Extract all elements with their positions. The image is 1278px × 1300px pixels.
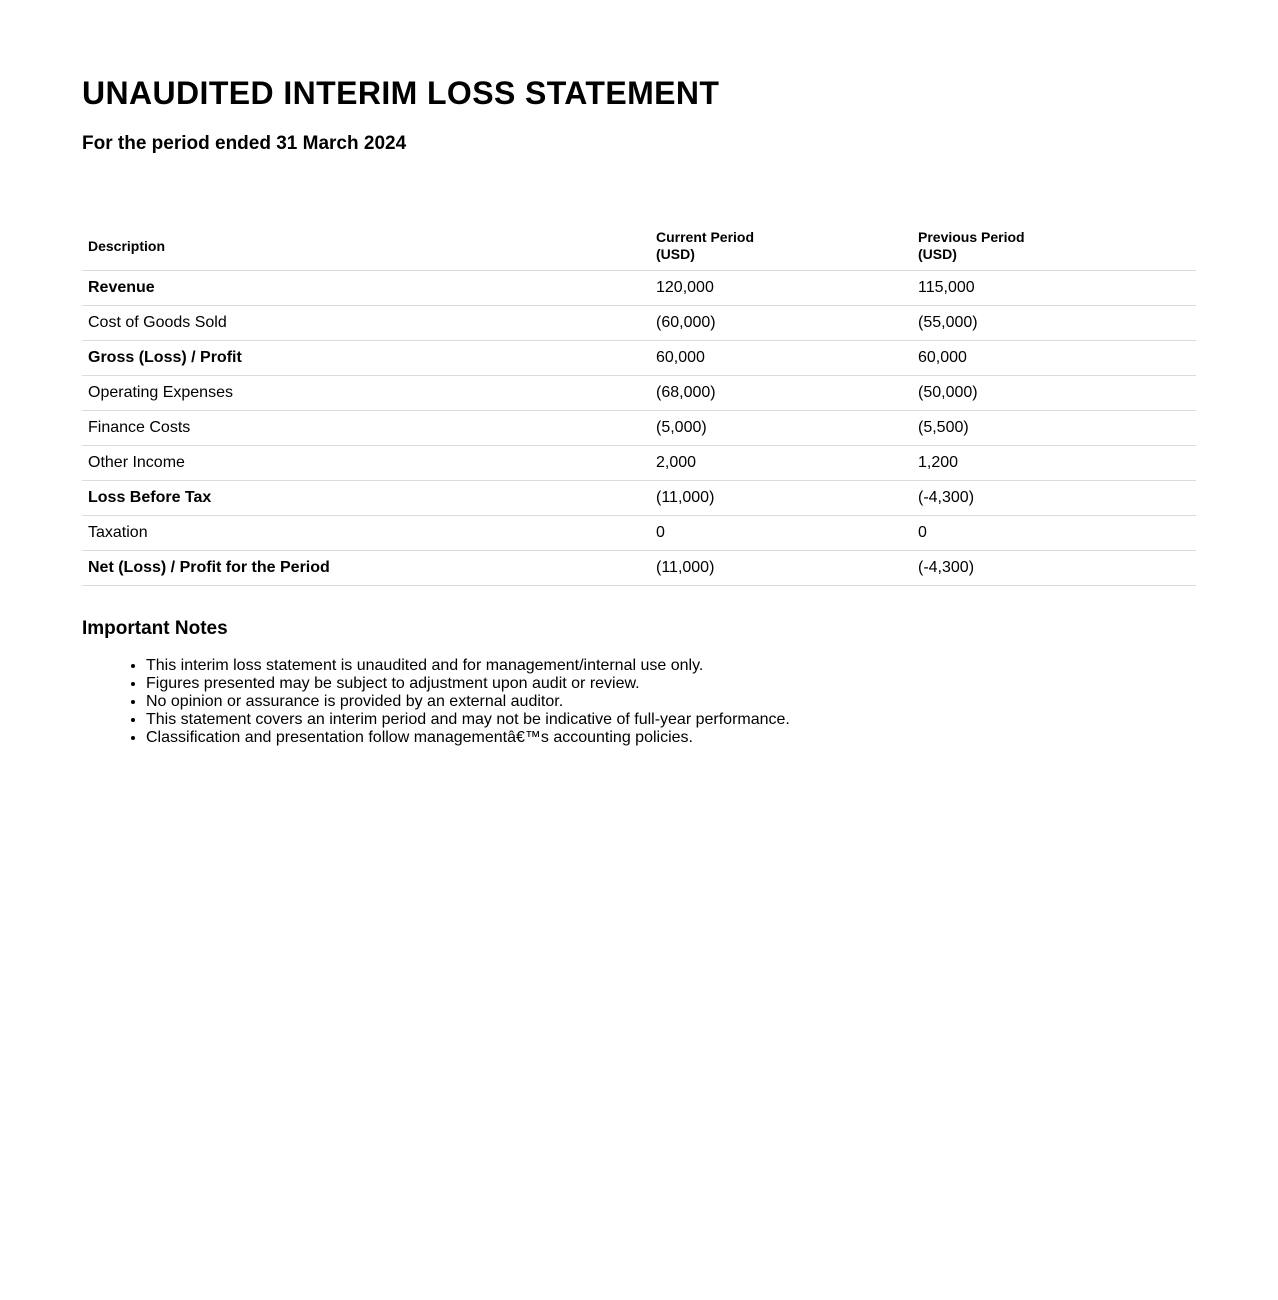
table-body bbox=[82, 271, 1196, 586]
row-description: Other Income bbox=[82, 446, 650, 481]
row-previous-value: 1,200 bbox=[912, 446, 1196, 481]
table-row bbox=[82, 271, 1196, 306]
row-description: Operating Expenses bbox=[82, 376, 650, 411]
note-item: • This statement covers an interim period and may not be indicative of full-year performance. bbox=[146, 711, 1196, 729]
header-description-label: Description bbox=[88, 237, 166, 254]
header-current-period bbox=[650, 229, 912, 271]
note-item: • This interim loss statement is unaudited and for management/internal use only. bbox=[146, 657, 1196, 675]
loss-statement-table bbox=[82, 229, 1196, 586]
table-header-row bbox=[82, 229, 1196, 271]
table-row bbox=[82, 481, 1196, 516]
row-current-value: 0 bbox=[650, 516, 912, 551]
row-description: Revenue bbox=[82, 271, 650, 306]
note-item: • Figures presented may be subject to adjustment upon audit or review. bbox=[146, 675, 1196, 693]
header-previous-line2: (USD) bbox=[918, 246, 957, 262]
header-previous-period bbox=[912, 229, 1196, 271]
row-current-value: 60,000 bbox=[650, 341, 912, 376]
row-description: Gross (Loss) / Profit bbox=[82, 341, 650, 376]
table-row bbox=[82, 446, 1196, 481]
row-current-value: (60,000) bbox=[650, 306, 912, 341]
header-current-line1: Current Period bbox=[656, 229, 755, 245]
table-row bbox=[82, 306, 1196, 341]
table-row bbox=[82, 376, 1196, 411]
header-description bbox=[82, 229, 650, 271]
row-current-value: (11,000) bbox=[650, 551, 912, 586]
row-description: Taxation bbox=[82, 516, 650, 551]
row-previous-value: (5,500) bbox=[912, 411, 1196, 446]
row-previous-value: (-4,300) bbox=[912, 551, 1196, 586]
row-previous-value: (-4,300) bbox=[912, 481, 1196, 516]
row-current-value: 120,000 bbox=[650, 271, 912, 306]
note-item: • Classification and presentation follow managementâ€™s accounting policies. bbox=[146, 729, 1196, 747]
row-description: Loss Before Tax bbox=[82, 481, 650, 516]
row-previous-value: 0 bbox=[912, 516, 1196, 551]
table-row bbox=[82, 411, 1196, 446]
notes-heading: Important Notes bbox=[82, 618, 228, 639]
page-subtitle: For the period ended 31 March 2024 bbox=[82, 133, 407, 154]
note-item: • No opinion or assurance is provided by an external auditor. bbox=[146, 693, 1196, 711]
row-description: Net (Loss) / Profit for the Period bbox=[82, 551, 650, 586]
row-current-value: (11,000) bbox=[650, 481, 912, 516]
row-current-value: (5,000) bbox=[650, 411, 912, 446]
row-previous-value: (55,000) bbox=[912, 306, 1196, 341]
header-current-line2: (USD) bbox=[656, 246, 695, 262]
table-row bbox=[82, 551, 1196, 586]
row-previous-value: (50,000) bbox=[912, 376, 1196, 411]
row-previous-value: 60,000 bbox=[912, 341, 1196, 376]
page-title: UNAUDITED INTERIM LOSS STATEMENT bbox=[82, 75, 720, 111]
table-row bbox=[82, 516, 1196, 551]
row-description: Finance Costs bbox=[82, 411, 650, 446]
notes-list bbox=[82, 657, 1196, 747]
row-previous-value: 115,000 bbox=[912, 271, 1196, 306]
row-current-value: 2,000 bbox=[650, 446, 912, 481]
table-row bbox=[82, 341, 1196, 376]
row-current-value: (68,000) bbox=[650, 376, 912, 411]
row-description: Cost of Goods Sold bbox=[82, 306, 650, 341]
header-previous-line1: Previous Period bbox=[918, 229, 1025, 245]
